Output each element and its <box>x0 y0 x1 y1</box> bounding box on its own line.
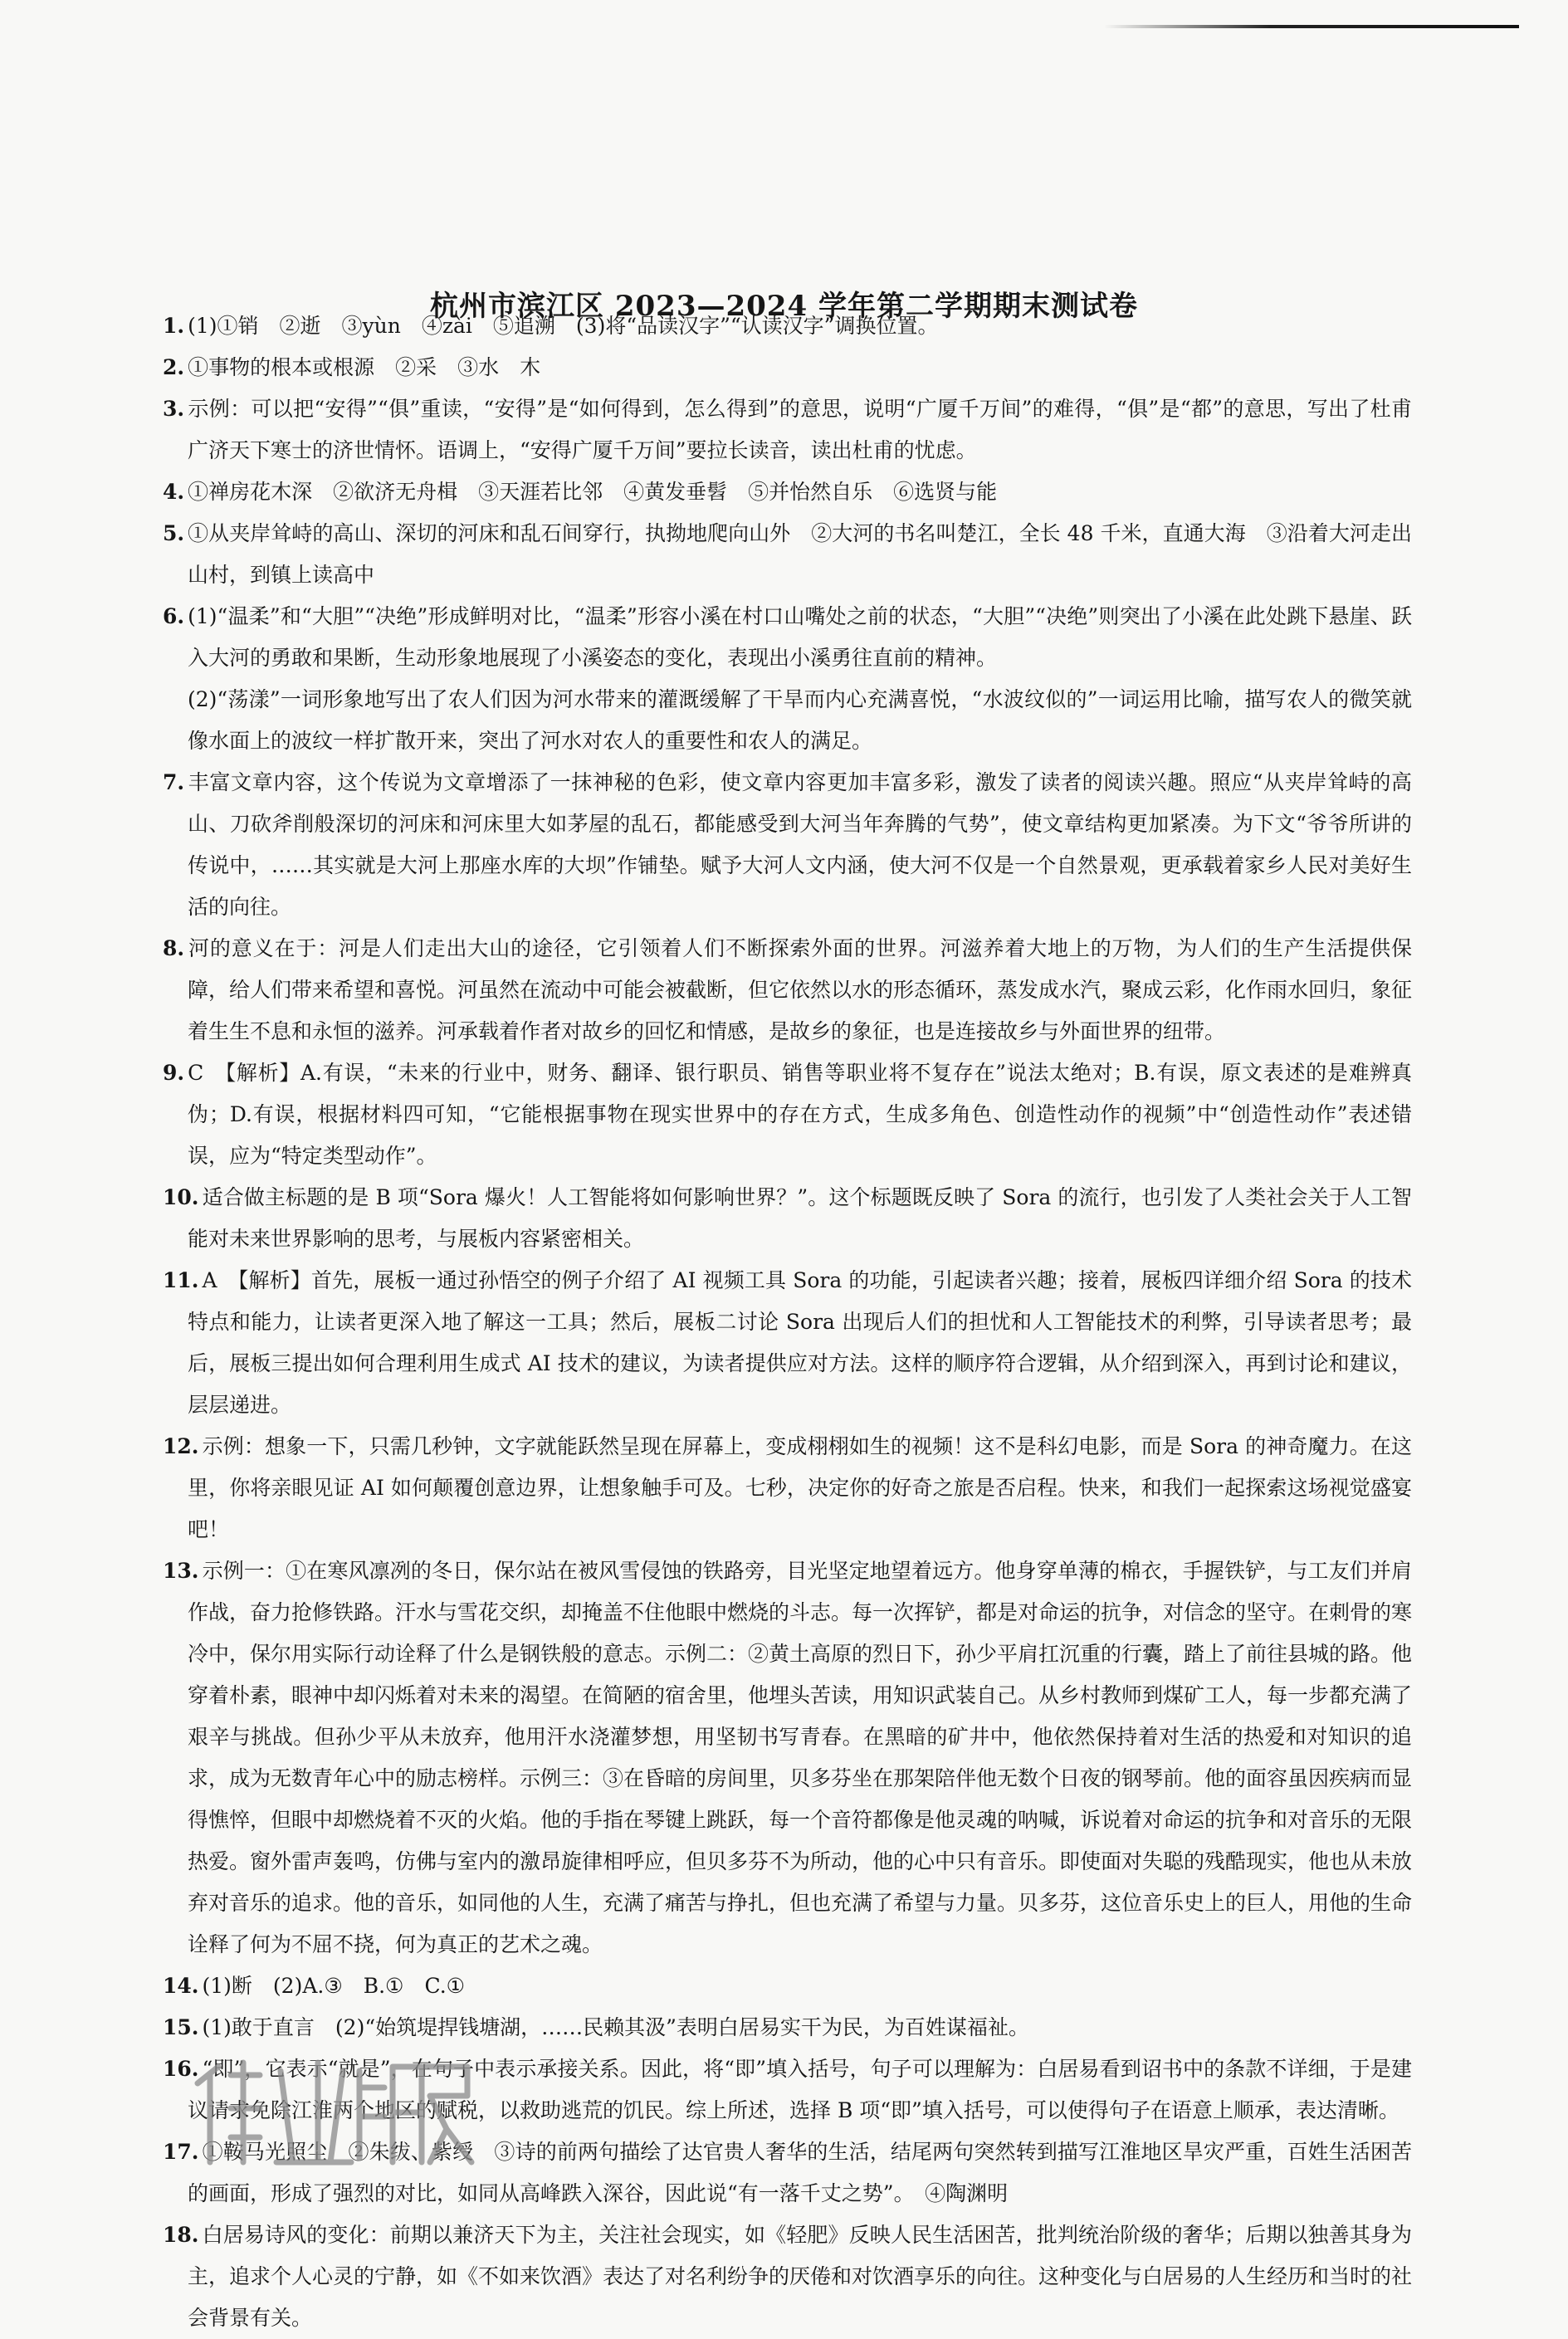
answer-item <box>163 1965 1412 2007</box>
answer-number: 18. <box>163 2223 199 2247</box>
answer-paragraph <box>163 1965 1412 2007</box>
answer-number: 2. <box>163 355 185 379</box>
answer-item <box>163 762 1412 928</box>
answer-number: 3. <box>163 397 185 421</box>
answer-text: (2)“荡漾”一词形象地写出了农人们因为河水带来的灌溉缓解了干旱而内心充满喜悦，“水波纹似的”一词运用比喻，描写农人的微笑就像水面上的波纹一样扩散开来，突出了河水对农人的重要性和农人的满足。 <box>188 687 1412 753</box>
answer-number: 14. <box>163 1974 199 1998</box>
answer-text: 河的意义在于：河是人们走出大山的途径，它引领着人们不断探索外面的世界。河滋养着大地上的万物，为人们的生产生活提供保障，给人们带来希望和喜悦。河虽然在流动中可能会被截断，但它依然以水的形态循环，蒸发成水汽，聚成云彩，化作雨水回归，象征着生生不息和永恒的滋养。河承载着作者对故乡的回忆和情感，是故乡的象征，也是连接故乡与外面世界的纽带。 <box>188 936 1413 1043</box>
answer-item <box>163 2048 1412 2131</box>
answer-number: 12. <box>163 1434 199 1458</box>
answer-list <box>163 305 1412 2339</box>
answer-number: 5. <box>163 521 185 545</box>
answer-text: A 【解析】首先，展板一通过孙悟空的例子介绍了 AI 视频工具 Sora 的功能，引起读者兴趣；接着，展板四详细介绍 Sora 的技术特点和能力，让读者更深入地了解这一工具；然后，展板二讨论 Sora 出现后人们的担忧和人工智能技术的利弊，引导读者思考；最后，展板三提出如何合理利用生成式 AI 技术的建议，为读者提供应对方法。这样的顺序符合逻辑，从介绍到深入，再到讨论和建议，层层递进。 <box>188 1268 1412 1417</box>
answer-number: 4. <box>163 480 185 504</box>
answer-paragraph <box>163 596 1412 679</box>
answer-paragraph <box>163 388 1412 471</box>
answer-number: 6. <box>163 604 185 628</box>
answer-number: 16. <box>163 2057 199 2081</box>
answer-text: ①禅房花木深 ②欲济无舟楫 ③天涯若比邻 ④黄发垂髫 ⑤并怡然自乐 ⑥选贤与能 <box>188 480 998 504</box>
answer-number: 7. <box>163 770 185 794</box>
answer-item <box>163 388 1412 471</box>
answer-text: (1)断 (2)A.③ B.① C.① <box>202 1974 466 1998</box>
answer-paragraph <box>163 513 1412 596</box>
answer-paragraph <box>163 2214 1412 2339</box>
answer-number: 15. <box>163 2015 199 2039</box>
answer-item <box>163 513 1412 596</box>
answer-paragraph <box>163 347 1412 388</box>
page-title: 杭州市滨江区 2023—2024 学年第二学期期末测试卷 <box>430 289 1138 323</box>
answer-item <box>163 347 1412 388</box>
answer-item <box>163 2131 1412 2214</box>
answer-item <box>163 1426 1412 1550</box>
answer-paragraph <box>163 1260 1412 1426</box>
answer-text: (1)敢于直言 (2)“始筑堤捍钱塘湖，……民赖其汲”表明白居易实干为民，为百姓谋福祉。 <box>202 2015 1029 2039</box>
answer-item <box>163 2007 1412 2048</box>
answer-text: (1)①销 ②逝 ③yùn ④zài ⑤追溯 (3)将“品读汉字”“认读汉字”调换位置。 <box>188 314 939 338</box>
answer-text: 丰富文章内容，这个传说为文章增添了一抹神秘的色彩，使文章内容更加丰富多彩，激发了读者的阅读兴趣。照应“从夹岸耸峙的高山、刀砍斧削般深切的河床和河床里大如茅屋的乱石，都能感受到大河当年奔腾的气势”，使文章结构更加紧凑。为下文“爷爷所讲的传说中，……其实就是大河上那座水库的大坝”作铺垫。赋予大河人文内涵，使大河不仅是一个自然景观，更承载着家乡人民对美好生活的向往。 <box>188 770 1412 919</box>
answer-paragraph <box>163 2007 1412 2048</box>
answer-text: 示例：可以把“安得”“俱”重读，“安得”是“如何得到，怎么得到”的意思，说明“广厦千万间”的难得，“俱”是“都”的意思，写出了杜甫广济天下寒士的济世情怀。语调上，“安得广厦千万间”要拉长读音，读出杜甫的忧虑。 <box>188 397 1412 462</box>
answer-item <box>163 2214 1412 2339</box>
answer-item <box>163 471 1412 513</box>
top-decorative-line <box>1104 25 1519 28</box>
answer-text: 示例一：①在寒风凛冽的冬日，保尔站在被风雪侵蚀的铁路旁，目光坚定地望着远方。他身穿单薄的棉衣，手握铁铲，与工友们并肩作战，奋力抢修铁路。汗水与雪花交织，却掩盖不住他眼中燃烧的斗志。每一次挥铲，都是对命运的抗争，对信念的坚守。在刺骨的寒冷中，保尔用实际行动诠释了什么是钢铁般的意志。示例二：②黄土高原的烈日下，孙少平肩扛沉重的行囊，踏上了前往县城的路。他穿着朴素，眼神中却闪烁着对未来的渴望。在简陋的宿舍里，他埋头苦读，用知识武装自己。从乡村教师到煤矿工人，每一步都充满了艰辛与挑战。但孙少平从未放弃，他用汗水浇灌梦想，用坚韧书写青春。在黑暗的矿井中，他依然保持着对生活的热爱和对知识的追求，成为无数青年心中的励志榜样。示例三：③在昏暗的房间里，贝多芬坐在那架陪伴他无数个日夜的钢琴前。他的面容虽因疾病而显得憔悴，但眼中却燃烧着不灭的火焰。他的手指在琴键上跳跃，每一个音符都像是他灵魂的呐喊，诉说着对命运的抗争和对音乐的无限热爱。窗外雷声轰鸣，仿佛与室内的激昂旋律相呼应，但贝多芬不为所动，他的心中只有音乐。即使面对失聪的残酷现实，他也从未放弃对音乐的追求。他的音乐，如同他的人生，充满了痛苦与挣扎，但也充满了希望与力量。贝多芬，这位音乐史上的巨人，用他的生命诠释了何为不屈不挠，何为真正的艺术之魂。 <box>188 1559 1413 1956</box>
answer-text: 适合做主标题的是 B 项“Sora 爆火！人工智能将如何影响世界？”。这个标题既反映了 Sora 的流行，也引发了人类社会关于人工智能对未来世界影响的思考，与展板内容紧密相关。 <box>188 1185 1412 1251</box>
answer-paragraph <box>163 1177 1412 1260</box>
answer-item <box>163 1550 1412 1965</box>
answer-paragraph <box>163 1052 1412 1177</box>
answer-paragraph <box>163 928 1412 1052</box>
answer-item <box>163 305 1412 347</box>
answer-text: (1)“温柔”和“大胆”“决绝”形成鲜明对比，“温柔”形容小溪在村口山嘴处之前的状态，“大胆”“决绝”则突出了小溪在此处跳下悬崖、跃入大河的勇敢和果断，生动形象地展现了小溪姿态的变化，表现出小溪勇往直前的精神。 <box>188 604 1412 670</box>
answer-number: 10. <box>163 1185 199 1209</box>
answer-paragraph <box>163 762 1412 928</box>
answer-paragraph <box>163 1426 1412 1550</box>
answer-paragraph <box>163 305 1412 347</box>
answer-number: 8. <box>163 936 185 960</box>
answer-paragraph <box>163 679 1412 762</box>
answer-item <box>163 596 1412 762</box>
answer-paragraph <box>163 1550 1412 1965</box>
answer-item <box>163 1052 1412 1177</box>
answer-text: 示例：想象一下，只需几秒钟，文字就能跃然呈现在屏幕上，变成栩栩如生的视频！这不是科幻电影，而是 Sora 的神奇魔力。在这里，你将亲眼见证 AI 如何颠覆创意边界，让想象触手可及。七秒，决定你的好奇之旅是否启程。快来，和我们一起探索这场视觉盛宴吧！ <box>188 1434 1412 1541</box>
answer-number: 9. <box>163 1061 185 1085</box>
answer-number: 11. <box>163 1268 199 1292</box>
answer-text: ①事物的根本或根源 ②采 ③水 木 <box>188 355 541 379</box>
answer-paragraph <box>163 2048 1412 2131</box>
answer-paragraph <box>163 2131 1412 2214</box>
answer-item <box>163 1177 1412 1260</box>
answer-item <box>163 928 1412 1052</box>
answer-text: 白居易诗风的变化：前期以兼济天下为主，关注社会现实，如《轻肥》反映人民生活困苦，批判统治阶级的奢华；后期以独善其身为主，追求个人心灵的宁静，如《不如来饮酒》表达了对名利纷争的厌倦和对饮酒享乐的向往。这种变化与白居易的人生经历和当时的社会背景有关。 <box>188 2223 1413 2330</box>
answer-text: ①鞍马光照尘 ②朱绂、紫绶 ③诗的前两句描绘了达官贵人奢华的生活，结尾两句突然转到描写江淮地区旱灾严重，百姓生活困苦的画面，形成了强烈的对比，如同从高峰跌入深谷，因此说“有一落千丈之势”。 ④陶渊明 <box>188 2140 1412 2205</box>
answer-number: 13. <box>163 1559 199 1583</box>
answer-text: C 【解析】A.有误，“未来的行业中，财务、翻译、银行职员、销售等职业将不复存在”说法太绝对；B.有误，原文表述的是难辨真伪；D.有误，根据材料四可知，“它能根据事物在现实世界中的存在方式，生成多角色、创造性动作的视频”中“创造性动作”表述错误，应为“特定类型动作”。 <box>188 1061 1412 1168</box>
answer-text: “即”，它表示“就是”，在句子中表示承接关系。因此，将“即”填入括号，句子可以理解为：白居易看到诏书中的条款不详细，于是建议请求免除江淮两个地区的赋税，以救助逃荒的饥民。综上所述，选择 B 项“即”填入括号，可以使得句子在语意上顺承，表达清晰。 <box>188 2057 1412 2122</box>
answer-number: 1. <box>163 314 185 338</box>
answer-number: 17. <box>163 2140 199 2164</box>
answer-paragraph <box>163 471 1412 513</box>
answer-item <box>163 1260 1412 1426</box>
answer-text: ①从夹岸耸峙的高山、深切的河床和乱石间穿行，执拗地爬向山外 ②大河的书名叫楚江，全长 48 千米，直通大海 ③沿着大河走出山村，到镇上读高中 <box>188 521 1412 587</box>
